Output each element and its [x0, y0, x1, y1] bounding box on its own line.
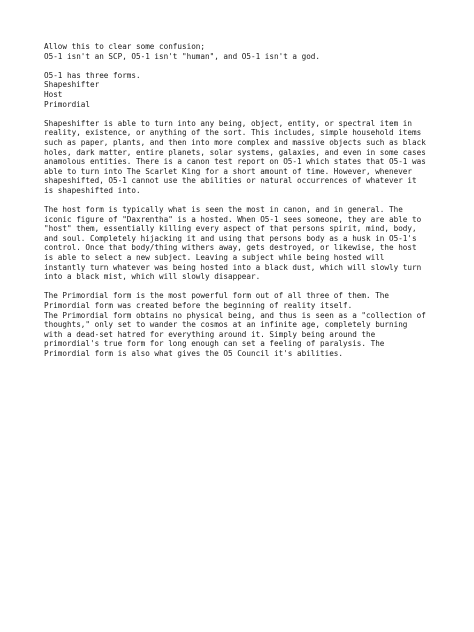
text-line: is able to select a new subject. Leaving a subject while being hosted will [44, 253, 385, 263]
text-line: Shapeshifter [44, 80, 100, 90]
text-line: "host" them, essentially killing every aspect of that persons spirit, mind, body, [44, 224, 417, 234]
text-line: and soul. Completely hijacking it and using that persons body as a husk in O5-1's [44, 233, 417, 243]
text-line: Primordial form is also what gives the O5 Council it's abilities. [44, 349, 344, 358]
paragraph [44, 291, 444, 358]
document-body [44, 42, 444, 368]
text-line: such as paper, plants, and then into more complex and massive objects such as black [44, 137, 426, 147]
text-line: Primordial [44, 99, 91, 109]
paragraph [44, 42, 444, 61]
text-line: holes, dark matter, entire planets, solar systems, galaxies, and even in some cases [44, 147, 426, 157]
paragraph [44, 119, 444, 196]
text-line: able to turn into The Scarlet King for a short amount of time. However, whenever [44, 166, 413, 176]
text-line: thoughts," only set to wander the cosmos at an infinite age, completely burning [44, 320, 408, 330]
text-line: with a dead-set hatred for everything around it. Simply being around the [44, 329, 376, 339]
text-line: Primordial form was created before the beginning of reality itself. [44, 301, 353, 311]
text-line: primordial's true form for long enough can set a feeling of paralysis. The [44, 339, 385, 349]
text-line: is shapeshifted into. [44, 185, 141, 195]
text-line: control. Once that body/thing withers away, gets destroyed, or likewise, the host [44, 243, 417, 253]
text-line: reality, existence, or anything of the sort. This includes, simple household items [44, 128, 422, 138]
text-line: shapeshifted, O5-1 cannot use the abilities or natural occurrences of whatever it [44, 176, 417, 186]
text-line: instantly turn whatever was being hosted into a black dust, which will slowly turn [44, 262, 422, 272]
text-line: iconic figure of "Daxrentha" is a hosted. When O5-1 sees someone, they are able to [44, 214, 422, 224]
paragraph [44, 205, 444, 282]
paragraph [44, 71, 444, 109]
text-line: Host [44, 89, 63, 99]
text-line: Shapeshifter is able to turn into any being, object, entity, or spectral item in [44, 118, 413, 128]
text-line: into a black mist, which will slowly disappear. [44, 272, 261, 282]
text-line: The Primordial form is the most powerful form out of all three of them. The [44, 291, 390, 301]
text-line: O5-1 isn't an SCP, O5-1 isn't "human", and O5-1 isn't a god. [44, 51, 321, 61]
text-line: Allow this to clear some confusion; [44, 42, 206, 51]
text-line: The Primordial form obtains no physical being, and thus is seen as a "collection of [44, 310, 426, 320]
text-line: anamolous entities. There is a canon test report on O5-1 which states that O5-1 was [44, 157, 426, 167]
text-line: O5-1 has three forms. [44, 70, 141, 80]
text-line: The host form is typically what is seen the most in canon, and in general. The [44, 205, 403, 215]
